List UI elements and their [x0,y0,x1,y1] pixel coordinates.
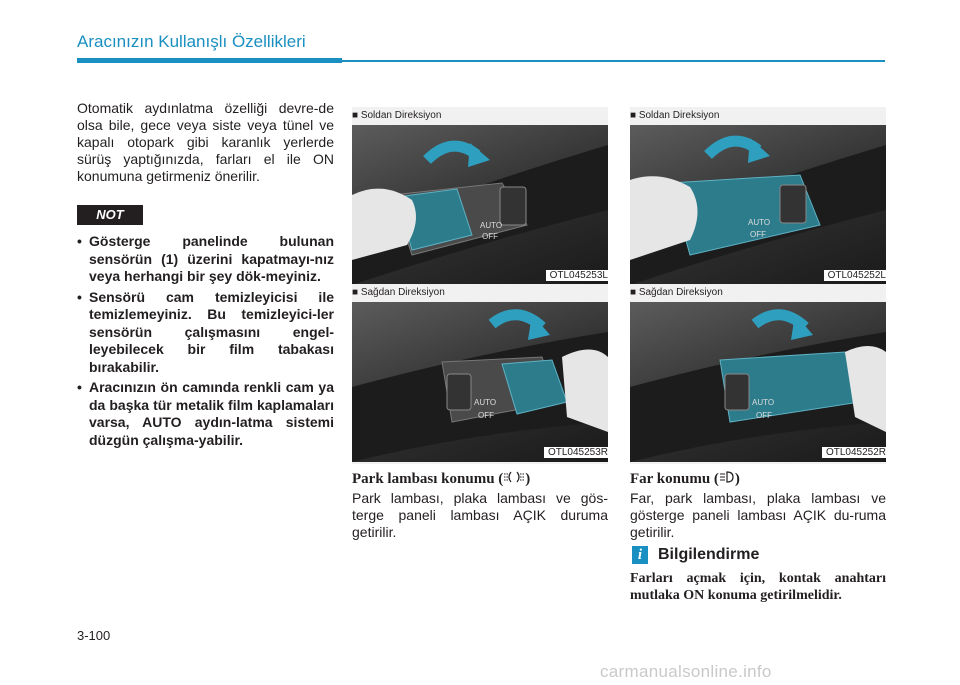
info-body: Farları açmak için, kontak anahtarı mutlaka ON konuma getirilmelidir. [630,571,886,603]
bullet-dot: • [77,288,82,305]
svg-text:AUTO: AUTO [752,398,775,407]
svg-text:OFF: OFF [756,411,772,420]
figure-code: OTL045253L [546,270,608,281]
headlamp-description: Far, park lambası, plaka lambası ve gösterge paneli lambası AÇIK du-ruma getirilir. [630,490,886,540]
svg-text:AUTO: AUTO [474,398,497,407]
panel-label: ■ Sağdan Direksiyon [352,287,445,298]
park-lamp-icon [503,470,525,484]
intro-paragraph: Otomatik aydınlatma özelliği devre-de olsa bile, gece veya siste veya tünel ve kapalı otopark gibi karanlık yerlerde sürüş yaptığınızda, farları el ile ON konumuna getirmeniz önerilir. [77,100,334,184]
headlamp-icon [719,470,735,484]
illustration-panel-far-lhd [630,107,886,287]
note-bullet: • Sensörü cam temizleyicisi ile temizlemeyiniz. Bu temizleyici-ler sensörün çalışmasını engel-leyebilecek bir film tabakası bırakabilir. [77,288,334,375]
light-switch-lever-illustration [352,125,608,285]
lever-photo [352,302,608,462]
info-title: Bilgilendirme [658,546,760,563]
light-switch-lever-illustration [352,302,608,462]
header-rule-thin [342,60,885,62]
section-header-title: Aracınızın Kullanışlı Özellikleri [77,32,306,51]
page-number: 3-100 [77,628,111,643]
svg-text:OFF: OFF [750,230,766,239]
header-rule-thick [77,58,342,63]
park-lamp-section-title: Park lambası konumu ( ) [352,471,531,487]
bullet-dot: • [77,379,82,395]
note-bullet-list [77,233,334,452]
park-lamp-description: Park lambası, plaka lambası ve gös-terge paneli lambası AÇIK duruma getirilir. [352,490,608,540]
panel-label: ■ Sağdan Direksiyon [630,287,723,298]
bullet-dot: • [77,233,82,249]
lever-photo [630,302,886,462]
svg-text:AUTO: AUTO [748,218,771,227]
panel-label: ■ Soldan Direksiyon [352,110,442,121]
svg-text:OFF: OFF [478,411,494,420]
light-switch-lever-illustration [630,302,886,462]
intro-column [77,100,334,185]
headlamp-section-title: Far konumu ( ) [630,471,740,487]
note-badge: NOT [77,205,143,225]
panel-label: ■ Soldan Direksiyon [630,110,720,121]
figure-code: OTL045252R [822,447,886,458]
figure-code: OTL045253R [544,447,608,458]
watermark: carmanualsonline.info [600,662,772,681]
info-icon: i [632,546,648,564]
illustration-panel-park-rhd [352,284,608,464]
note-bullet: • Gösterge panelinde bulunan sensörün (1) üzerini kapatmayı-nız veya herhangi bir şey dök-meyiniz. [77,233,334,284]
light-switch-lever-illustration [630,125,886,285]
figure-code: OTL045252L [824,270,886,281]
svg-text:OFF: OFF [482,232,498,241]
illustration-panel-park-lhd [352,107,608,287]
lever-photo [630,125,886,285]
illustration-panel-far-rhd [630,284,886,464]
note-bullet: • Aracınızın ön camında renkli cam ya da başka tür metalik film kaplamaları varsa, AUTO aydın-latma sistemi düzgün çalışma-yabilir. [77,379,334,448]
lever-photo [352,125,608,285]
svg-text:AUTO: AUTO [480,221,503,230]
